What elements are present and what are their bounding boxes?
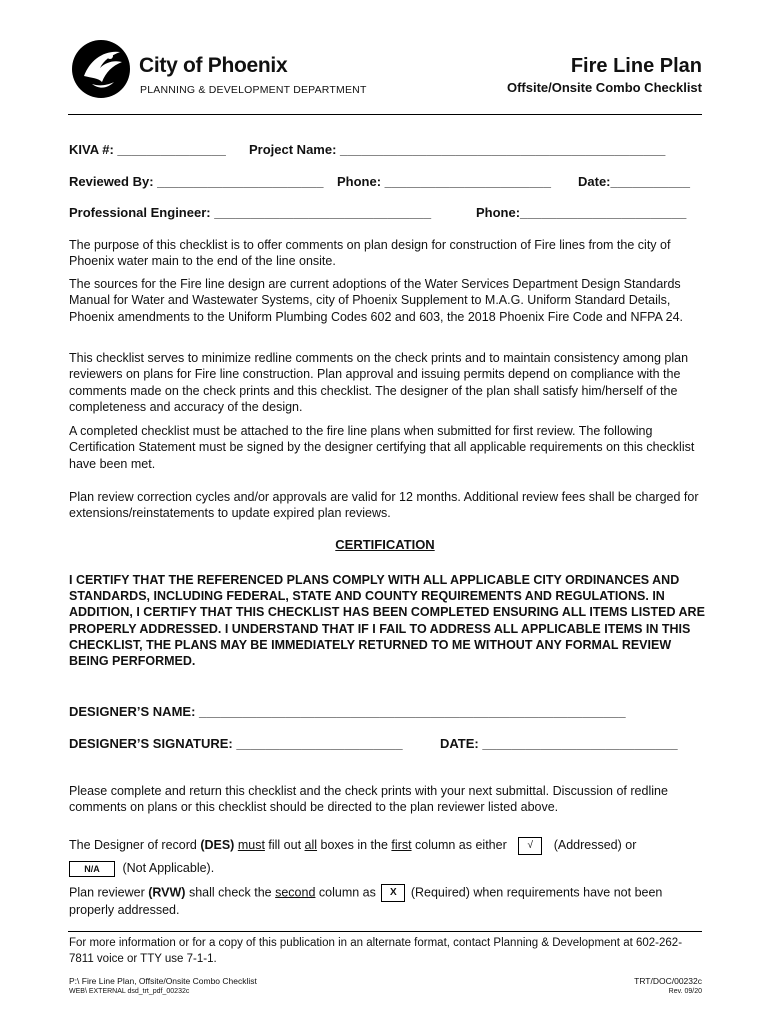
phone-field[interactable]: Phone: _______________________ [337, 174, 551, 189]
redline-paragraph: This checklist serves to minimize redline comments on the check prints and to maintain consistency among plan reviewers on plans for Fire line construction. Plan approval and issuing permits depend on compliance with the comments made on the check prints and this checklist. The designer of the plan shall satisfy him/herself of the completeness and accuracy of the design. [69, 351, 689, 414]
reviewed-by-field[interactable]: Reviewed By: _______________________ [69, 174, 324, 189]
org-name: City of Phoenix [139, 54, 288, 77]
phoenix-bird-logo-icon [70, 38, 132, 100]
certification-heading: CERTIFICATION [335, 537, 435, 552]
des-instructions: The Designer of record (DES) must fill out all boxes in the first column as either √ (Addressed) or [69, 834, 705, 856]
engineer-phone-field[interactable]: Phone:_______________________ [476, 205, 687, 220]
na-box: N/A [69, 861, 115, 877]
footer-web: WEB\ EXTERNAL dsd_trt_pdf_00232c [69, 988, 190, 995]
required-x-box: X [381, 884, 405, 902]
footer-path: P:\ Fire Line Plan, Offsite/Onsite Combo Checklist [69, 976, 257, 986]
addressed-check-box: √ [518, 837, 542, 855]
date-field[interactable]: Date:___________ [578, 174, 691, 189]
header-divider [68, 114, 702, 115]
purpose-paragraph: The purpose of this checklist is to offer comments on plan design for construction of Fire lines from the city of Phoenix water main to the end of the line onsite. [69, 238, 671, 269]
document-subtitle: Offsite/Onsite Combo Checklist [506, 80, 702, 95]
footer-revision: Rev. 09/20 [668, 988, 702, 995]
footer-divider [68, 931, 702, 932]
na-instructions: N/A (Not Applicable). [69, 857, 705, 879]
completed-checklist-paragraph: A completed checklist must be attached to the fire line plans when submitted for first review. The following Certification Statement must be signed by the designer certifying that all applicable requirements on this checklist have been met. [69, 424, 695, 471]
footer-doc-code: TRT/DOC/00232c [634, 976, 702, 986]
professional-engineer-field[interactable]: Professional Engineer: ______________________________ [69, 205, 432, 220]
review-cycles-paragraph: Plan review correction cycles and/or approvals are valid for 12 months. Additional review fees shall be charged for extensions/reinstatements to update expired plan reviews. [69, 490, 699, 521]
designer-signature-field[interactable]: DESIGNER’S SIGNATURE: _______________________ [69, 736, 403, 751]
sources-paragraph: The sources for the Fire line design are current adoptions of the Water Services Department Design Standards Manual for Water and Wastewater Systems, city of Phoenix Supplement to M.A.G. Uniform Standard Details, Phoenix amendments to the Uniform Plumbing Codes 602 and 603, the 2018 Phoenix Fire Code and NFPA 24. [69, 277, 684, 324]
project-name-field[interactable]: Project Name: _____________________________________________ [249, 142, 666, 157]
footer-contact-info: For more information or for a copy of this publication in an alternate format, contact Planning & Development at 602-262-7811 voice or TTY use 7-1-1. [69, 937, 683, 965]
designer-name-field[interactable]: DESIGNER’S NAME: ___________________________________________________________ [69, 704, 626, 719]
rvw-instructions: Plan reviewer (RVW) shall check the second column as X (Required) when requirements have not been properly addressed. [69, 885, 663, 917]
signature-date-field[interactable]: DATE: ___________________________ [440, 736, 678, 751]
department-name: PLANNING & DEVELOPMENT DEPARTMENT [140, 84, 367, 96]
certification-statement: I CERTIFY THAT THE REFERENCED PLANS COMPLY WITH ALL APPLICABLE CITY ORDINANCES AND STANDARDS, INCLUDING FEDERAL, STATE AND COUNTY REQUIREMENTS AND REGULATIONS. IN ADDITION, I CERTIFY THAT THIS CHECKLIST HAS BEEN COMPLETED ENSURING ALL ITEMS LISTED ARE PROPERLY ADDRESSED. I UNDERSTAND THAT IF I FAIL TO ADDRESS ALL APPLICABLE ITEMS IN THIS CHECKLIST, THE PLANS MAY BE IMMEDIATELY RETURNED TO ME WITHOUT ANY FORMAL REVIEW BEING PERFORMED. [69, 573, 705, 669]
document-title: Fire Line Plan [570, 55, 702, 77]
submit-instructions: Please complete and return this checklist and the check prints with your next submittal. Discussion of redline comments on plans or this checklist should be directed to the plan reviewer listed above. [69, 784, 668, 815]
kiva-field[interactable]: KIVA #: _______________ [69, 142, 226, 157]
